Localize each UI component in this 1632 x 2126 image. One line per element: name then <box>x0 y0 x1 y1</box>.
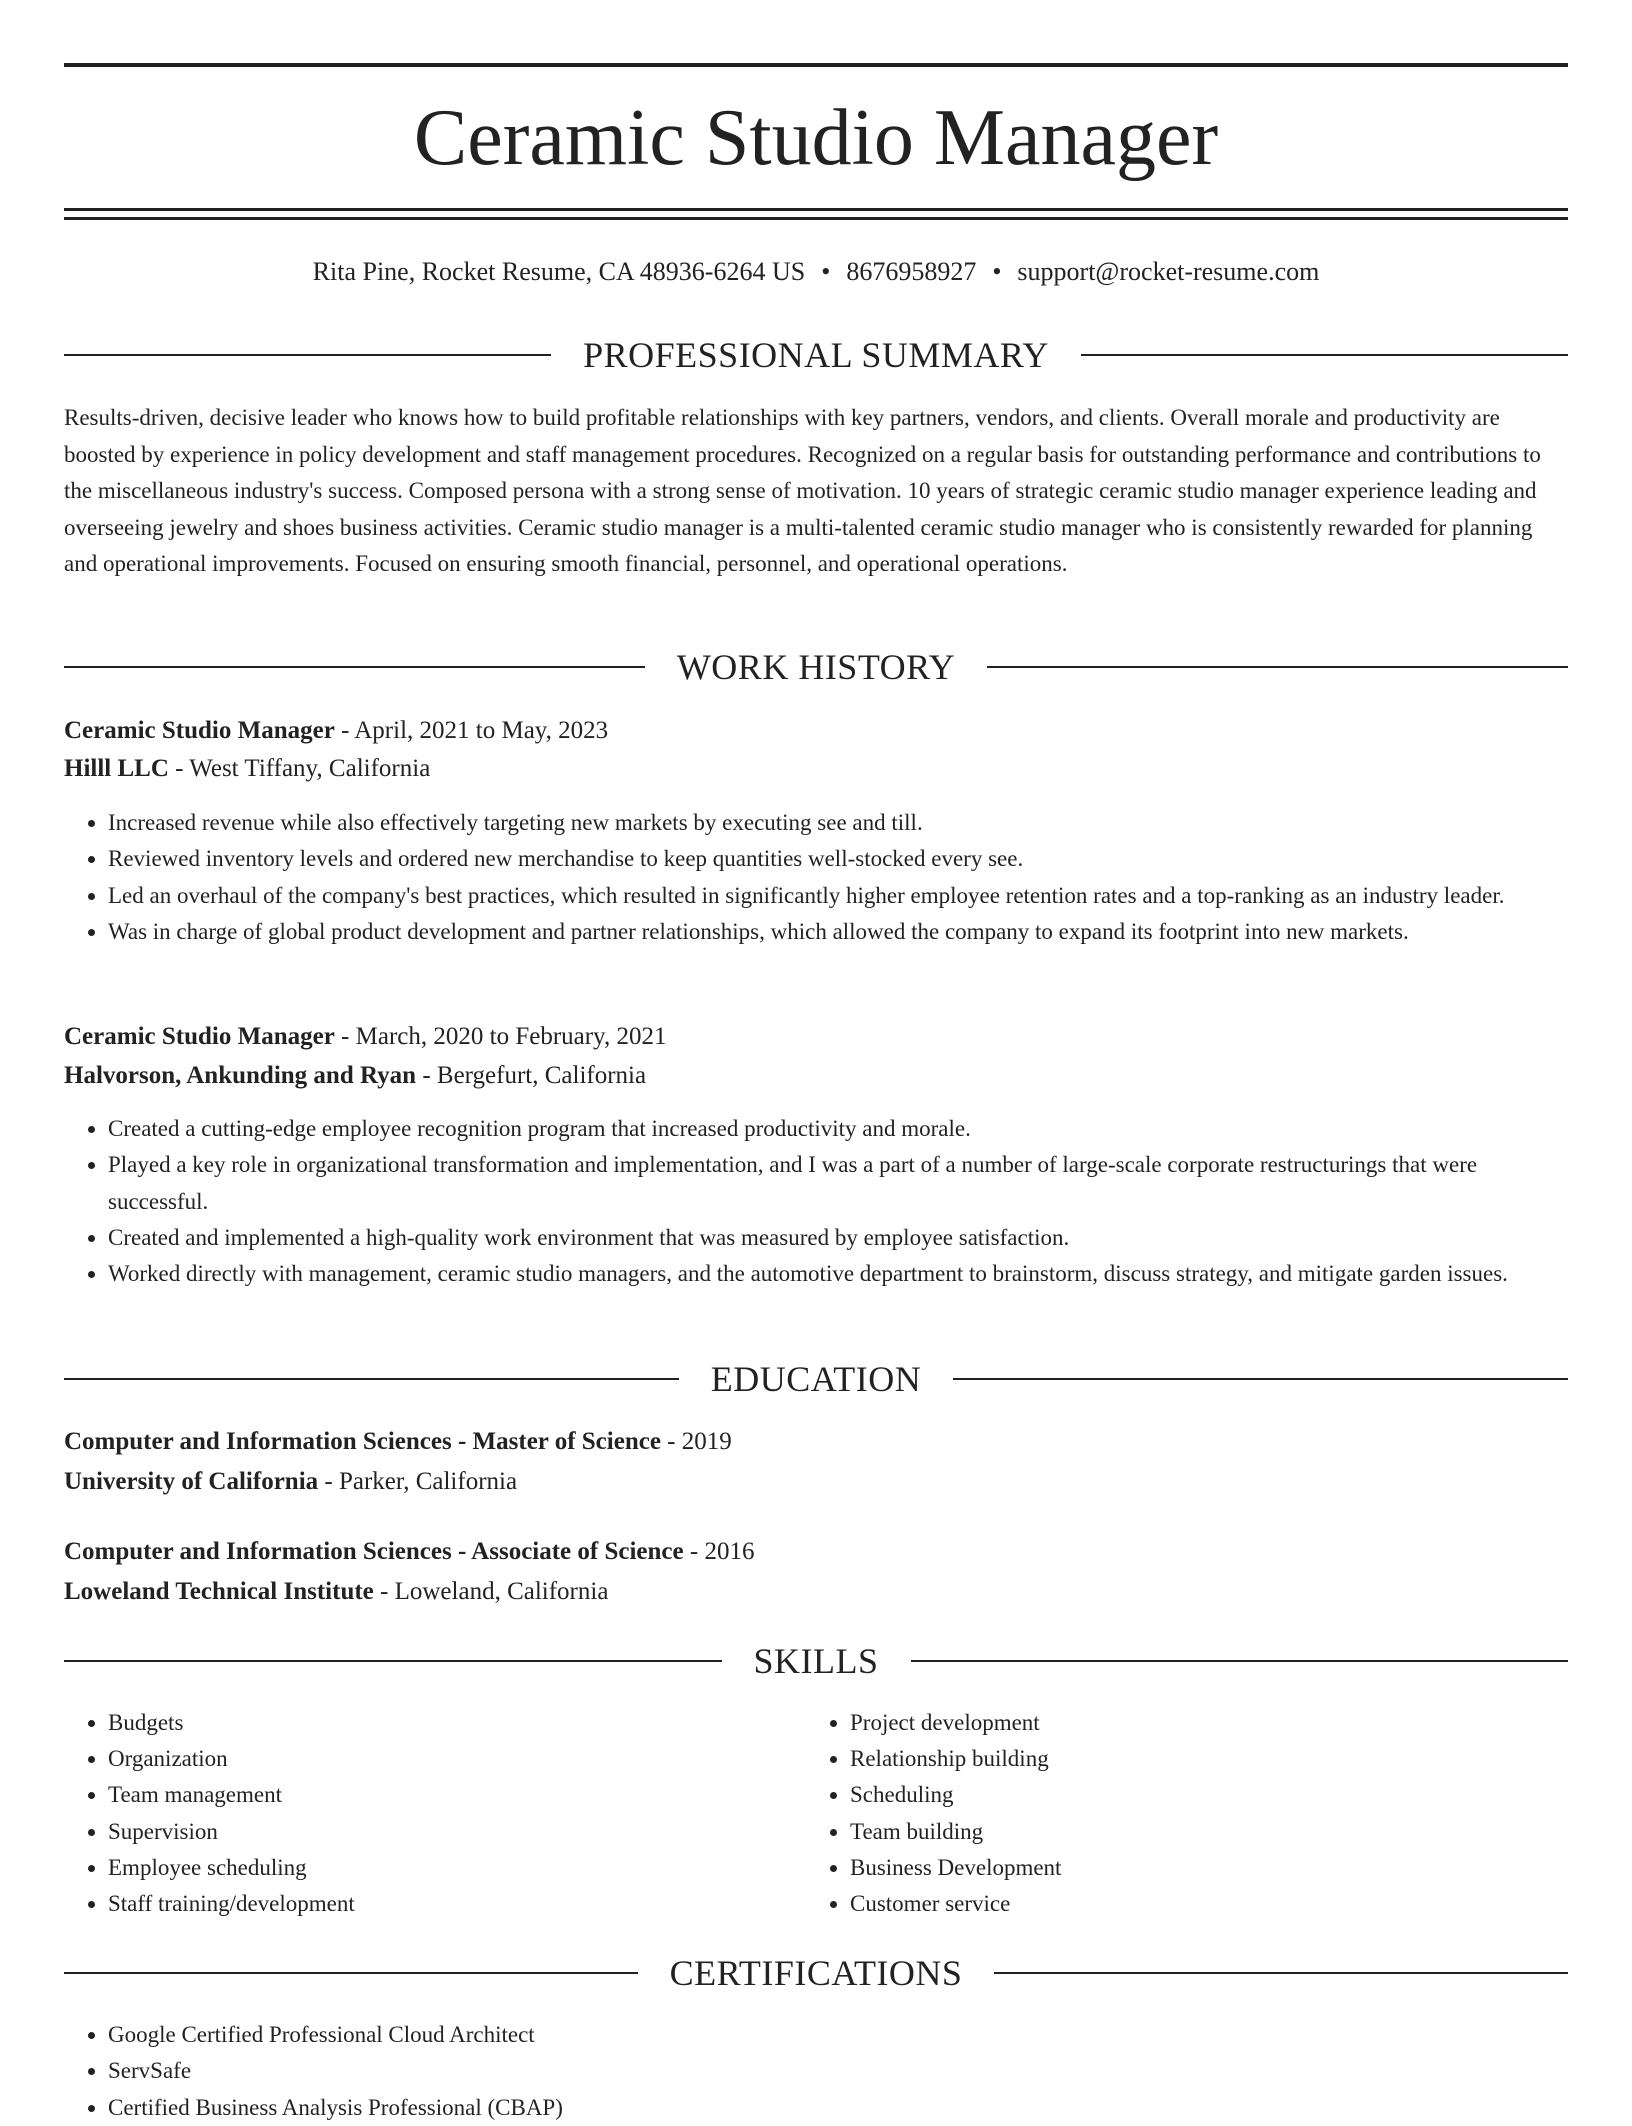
list-item: • Business Development <box>850 1850 1550 1886</box>
heading-rule-left <box>64 1972 638 1974</box>
summary-text: Results-driven, decisive leader who knows how to build profitable relationships with key partners, vendors, and clients. Overall morale and productivity are boosted by experience in policy development and staff management procedures. Recognized on a regular basis for outstanding performance and contributions to the miscellaneous industry's success. Composed persona with a strong sense of motivation. 10 years of strategic ceramic studio manager experience leading and overseeing jewelry and shoes business activities. Ceramic studio manager is a multi-talented ceramic studio manager who is consistently rewarded for planning and operational improvements. Focused on ensuring smooth financial, personnel, and operational operations. <box>64 405 1541 576</box>
list-item: • Played a key role in organizational transformation and implementation, and I was a part of a number of large-scale corporate restructurings that were successful. <box>108 1147 1568 1220</box>
list-item: • Team management <box>108 1777 808 1813</box>
heading-rule-right <box>994 1972 1568 1974</box>
education-degree: Computer and Information Sciences - Associate of Science <box>64 1538 684 1565</box>
education-degree-line <box>64 1534 1568 1570</box>
job-title: Ceramic Studio Manager <box>64 1023 335 1050</box>
education-degree: Computer and Information Sciences - Master of Science <box>64 1428 661 1455</box>
contact-separator: • <box>992 257 1002 286</box>
list-item: • Led an overhaul of the company's best practices, which resulted in significantly higher employee retention rates and a top-ranking as an industry leader. <box>108 878 1568 914</box>
work-history-heading-label: WORK HISTORY <box>676 647 956 687</box>
heading-rule-left <box>64 1378 679 1380</box>
resume-title: Ceramic Studio Manager <box>413 94 1219 182</box>
skills-list-right <box>806 1705 1550 1922</box>
list-item: • Project development <box>850 1705 1550 1741</box>
list-item: • Increased revenue while also effectively targeting new markets by executing see and till. <box>108 805 1568 841</box>
education-school-line <box>64 1574 1568 1610</box>
list-item: • Google Certified Professional Cloud Architect <box>108 2017 1568 2053</box>
education-heading <box>64 1357 1568 1401</box>
education-location: - Parker, California <box>318 1468 518 1495</box>
list-item: • Created a cutting-edge employee recognition program that increased productivity and morale. <box>108 1111 1568 1147</box>
skills-list-left <box>64 1705 808 1922</box>
education-school: Loweland Technical Institute <box>64 1578 374 1605</box>
job-company-line <box>64 751 1568 787</box>
job-title-line <box>64 713 1568 749</box>
list-item: • Employee scheduling <box>108 1850 808 1886</box>
job-title-line <box>64 1019 1568 1055</box>
heading-rule-right <box>1081 354 1568 356</box>
education-school: University of California <box>64 1468 319 1495</box>
certifications-list <box>64 2017 1568 2126</box>
heading-rule-right <box>987 666 1568 668</box>
top-rule <box>64 63 1568 67</box>
list-item: • Supervision <box>108 1814 808 1850</box>
certifications-heading <box>64 1951 1568 1995</box>
job-company: Hilll LLC <box>64 755 169 782</box>
job-dates: - April, 2021 to May, 2023 <box>334 717 609 744</box>
education-school-line <box>64 1464 1568 1500</box>
contact-separator: • <box>821 257 831 286</box>
list-item: • Budgets <box>108 1705 808 1741</box>
contact-address: Rita Pine, Rocket Resume, CA 48936-6264 US <box>312 257 806 286</box>
skills-heading-label: SKILLS <box>753 1641 879 1681</box>
education-heading-label: EDUCATION <box>710 1359 922 1399</box>
list-item: • Certified Business Analysis Professional (CBAP) <box>108 2090 1568 2126</box>
education-degree-line <box>64 1424 1568 1460</box>
contact-email: support@rocket-resume.com <box>1017 257 1320 286</box>
work-history-heading <box>64 645 1568 689</box>
heading-rule-left <box>64 354 551 356</box>
heading-rule-right <box>911 1660 1569 1662</box>
job-company: Halvorson, Ankunding and Ryan <box>64 1062 417 1089</box>
job-location: - West Tiffany, California <box>168 755 431 782</box>
list-item: • Relationship building <box>850 1741 1550 1777</box>
job-dates: - March, 2020 to February, 2021 <box>334 1023 667 1050</box>
list-item: • Created and implemented a high-quality work environment that was measured by employee satisfaction. <box>108 1220 1568 1256</box>
list-item: • Was in charge of global product development and partner relationships, which allowed the company to expand its footprint into new markets. <box>108 914 1568 950</box>
list-item: • Customer service <box>850 1886 1550 1922</box>
job-company-line <box>64 1058 1568 1094</box>
education-location: - Loweland, California <box>373 1578 609 1605</box>
certifications-heading-label: CERTIFICATIONS <box>669 1953 963 1993</box>
contact-phone: 8676958927 <box>846 257 977 286</box>
skills-heading <box>64 1639 1568 1683</box>
list-item: • ServSafe <box>108 2053 1568 2089</box>
title-double-rule <box>64 208 1568 220</box>
heading-rule-right <box>953 1378 1568 1380</box>
list-item: • Team building <box>850 1814 1550 1850</box>
job-bullets <box>64 1111 1568 1292</box>
job-bullets <box>64 805 1568 950</box>
summary-heading <box>64 333 1568 377</box>
job-title: Ceramic Studio Manager <box>64 717 335 744</box>
list-item: • Organization <box>108 1741 808 1777</box>
list-item: • Scheduling <box>850 1777 1550 1813</box>
list-item: • Reviewed inventory levels and ordered new merchandise to keep quantities well-stocked every see. <box>108 841 1568 877</box>
list-item: • Worked directly with management, ceramic studio managers, and the automotive department to brainstorm, discuss strategy, and mitigate garden issues. <box>108 1256 1568 1292</box>
summary-heading-label: PROFESSIONAL SUMMARY <box>583 335 1049 375</box>
job-location: - Bergefurt, California <box>416 1062 647 1089</box>
heading-rule-left <box>64 666 645 668</box>
list-item: • Staff training/development <box>108 1886 808 1922</box>
education-year: - 2019 <box>660 1428 732 1455</box>
heading-rule-left <box>64 1660 722 1662</box>
contact-line <box>64 254 1568 290</box>
education-year: - 2016 <box>683 1538 755 1565</box>
